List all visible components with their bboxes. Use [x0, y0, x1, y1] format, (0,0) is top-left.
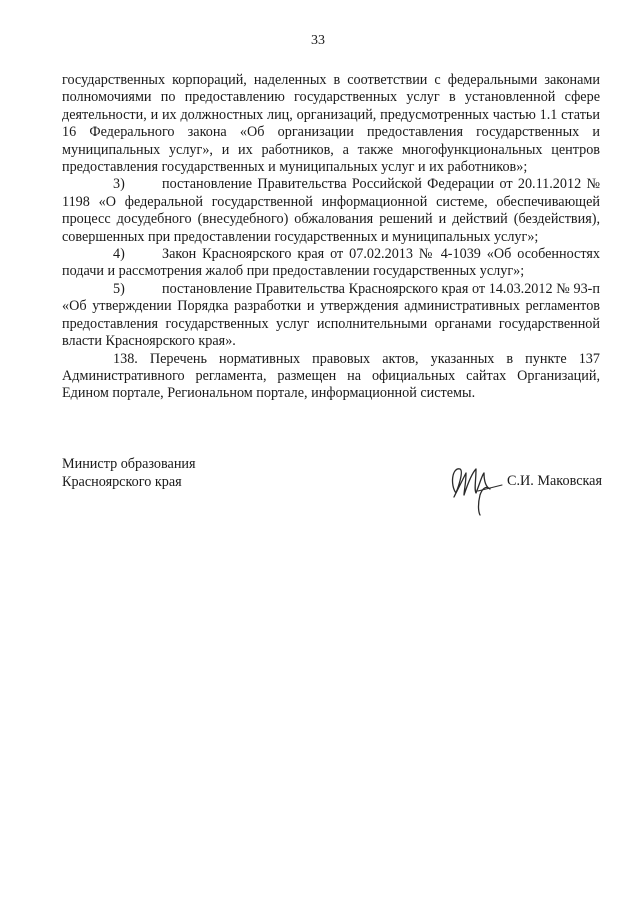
- list-item-4: [62, 246, 600, 281]
- signatory-position-line1: Министр образования: [62, 456, 196, 472]
- signatory-position: [62, 455, 196, 491]
- list-item-5: [62, 281, 600, 351]
- list-item-text: постановление Правительства Красноярского края от 14.03.2012 № 93-п «Об утверждении Порядка разработки и утверждения административных регламентов предоставления государственных услуг исполнительными органами государственной власти Красноярского края».: [62, 280, 600, 350]
- list-item-number: 4): [113, 246, 125, 263]
- list-item-number: 5): [113, 280, 125, 297]
- signature-block: [62, 455, 602, 535]
- signatory-name: С.И. Маковская: [507, 473, 602, 489]
- signatory-position-line2: Красноярского края: [62, 474, 182, 490]
- page-number: 33: [311, 33, 325, 48]
- list-item-number: 3): [113, 176, 125, 193]
- list-item-3: [62, 176, 600, 246]
- list-item-text: Закон Красноярского края от 07.02.2013 № 4-1039 «Об особенностях подачи и рассмотрения жалоб при предоставлении государственных услуг»;: [62, 246, 600, 280]
- document-body: [62, 72, 600, 403]
- list-item-text: постановление Правительства Российской Федерации от 20.11.2012 № 1198 «О федеральной государственной информационной системе, обеспечивающей процесс досудебного (внесудебного) обжалования решений и действий (бездействия), совершенных при предоставлении государственных и муниципальных услуг»;: [62, 176, 600, 245]
- handwritten-signature-icon: [442, 455, 504, 517]
- closing-paragraph: 138. Перечень нормативных правовых актов, указанных в пункте 137 Административного регламента, размещен на официальных сайтах Организаций, Едином портале, Региональном портале, информационной системы.: [62, 350, 600, 402]
- intro-paragraph: государственных корпораций, наделенных в соответствии с федеральными законами полномочиями по предоставлению государственных услуг в установленной сфере деятельности, и их должностных лиц, организаций, предусмотренных частью 1.1 статьи 16 Федерального закона «Об организации предоставления государственных и муниципальных услуг», и их работников, а также многофункциональных центров предоставления государственных и муниципальных услуг и их работников»;: [62, 72, 600, 176]
